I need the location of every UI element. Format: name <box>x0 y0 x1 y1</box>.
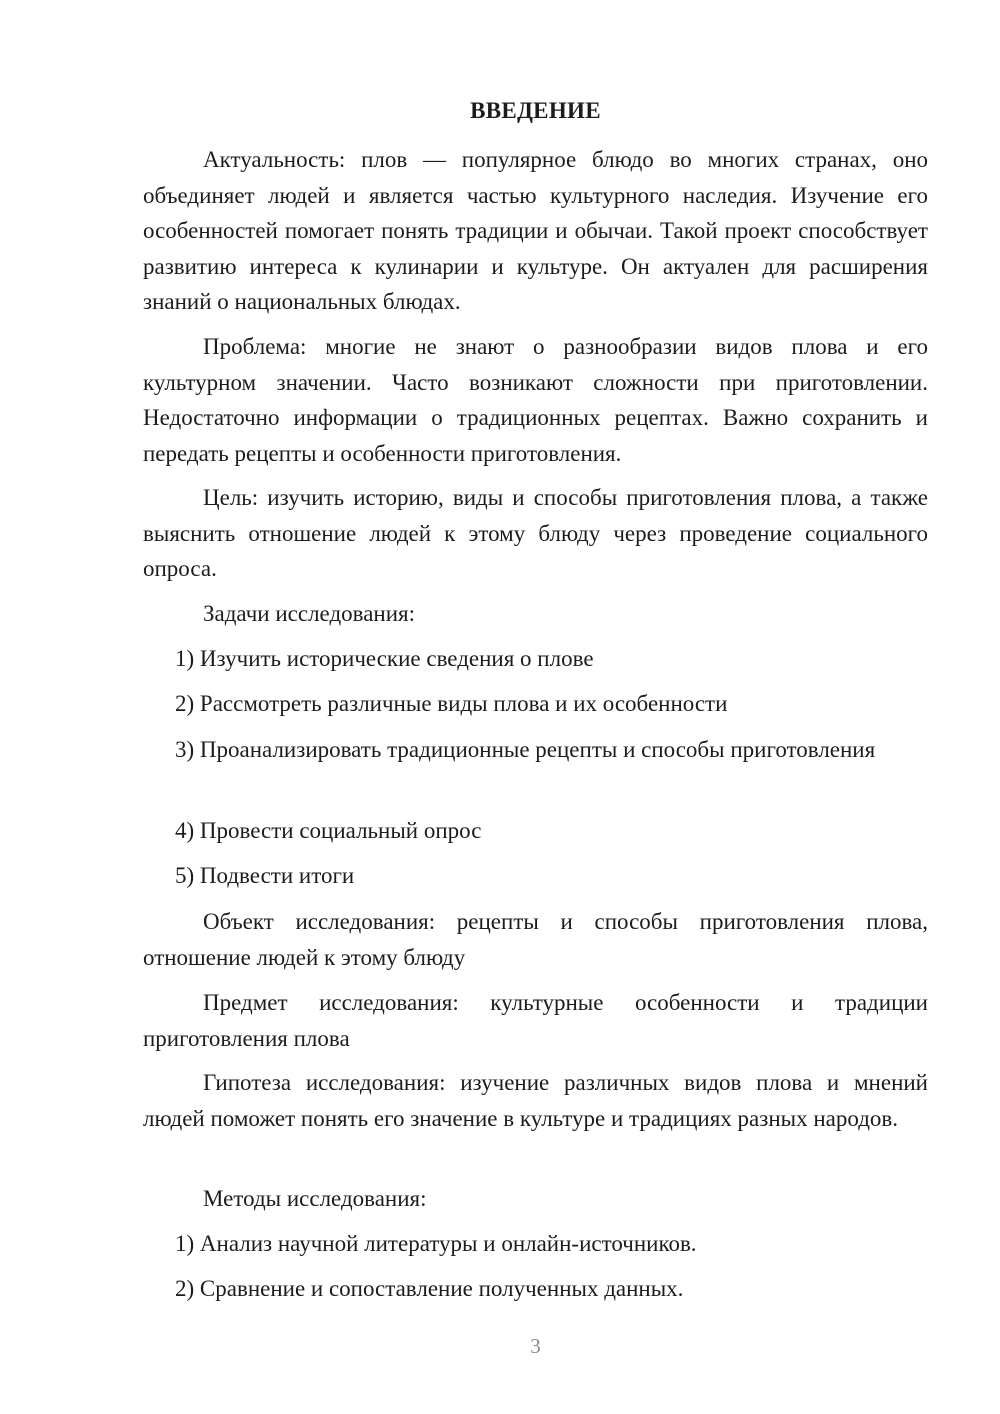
page-number: 3 <box>530 1334 541 1358</box>
subject-paragraph: Предмет исследования: культурные особенности и традиции приготовления плова <box>143 990 928 1051</box>
problem-paragraph: Проблема: многие не знают о разнообразии видов плова и его культурном значении. Часто возникают сложности при приготовлении. Недостаточно информации о традиционных рецептах. Важно сохранить и передать рецепты и особенности приготовления. <box>143 334 928 466</box>
tasks-title: Задачи исследования: <box>203 601 416 626</box>
hypothesis-paragraph: Гипотеза исследования: изучение различных видов плова и мнений людей поможет понять его значение в культуре и традициях разных народов. <box>143 1070 928 1131</box>
task-item-1: 1) Изучить исторические сведения о плове <box>175 646 594 671</box>
task-item-4: 4) Провести социальный опрос <box>175 818 482 843</box>
method-item-2: 2) Сравнение и сопоставление полученных данных. <box>175 1276 684 1301</box>
relevance-paragraph: Актуальность: плов — популярное блюдо во многих странах, оно объединяет людей и является частью культурного наследия. Изучение его особенностей помогает понять традиции и обычаи. Такой проект способствует развитию интереса к кулинарии и культуре. Он актуален для расширения знаний о национальных блюдах. <box>143 147 928 314</box>
object-paragraph: Объект исследования: рецепты и способы приготовления плова, отношение людей к этому блюду <box>143 909 928 970</box>
methods-title: Методы исследования: <box>203 1186 427 1211</box>
goal-paragraph: Цель: изучить историю, виды и способы приготовления плова, а также выяснить отношение людей к этому блюду через проведение социального опроса. <box>143 485 928 581</box>
task-item-5: 5) Подвести итоги <box>175 863 355 888</box>
document-page <box>143 0 928 1414</box>
section-heading: ВВЕДЕНИЕ <box>470 98 601 123</box>
task-item-2: 2) Рассмотреть различные виды плова и их особенности <box>175 691 728 716</box>
method-item-1: 1) Анализ научной литературы и онлайн-источников. <box>175 1231 697 1256</box>
task-item-3: 3) Проанализировать традиционные рецепты и способы приготовления <box>175 737 876 762</box>
